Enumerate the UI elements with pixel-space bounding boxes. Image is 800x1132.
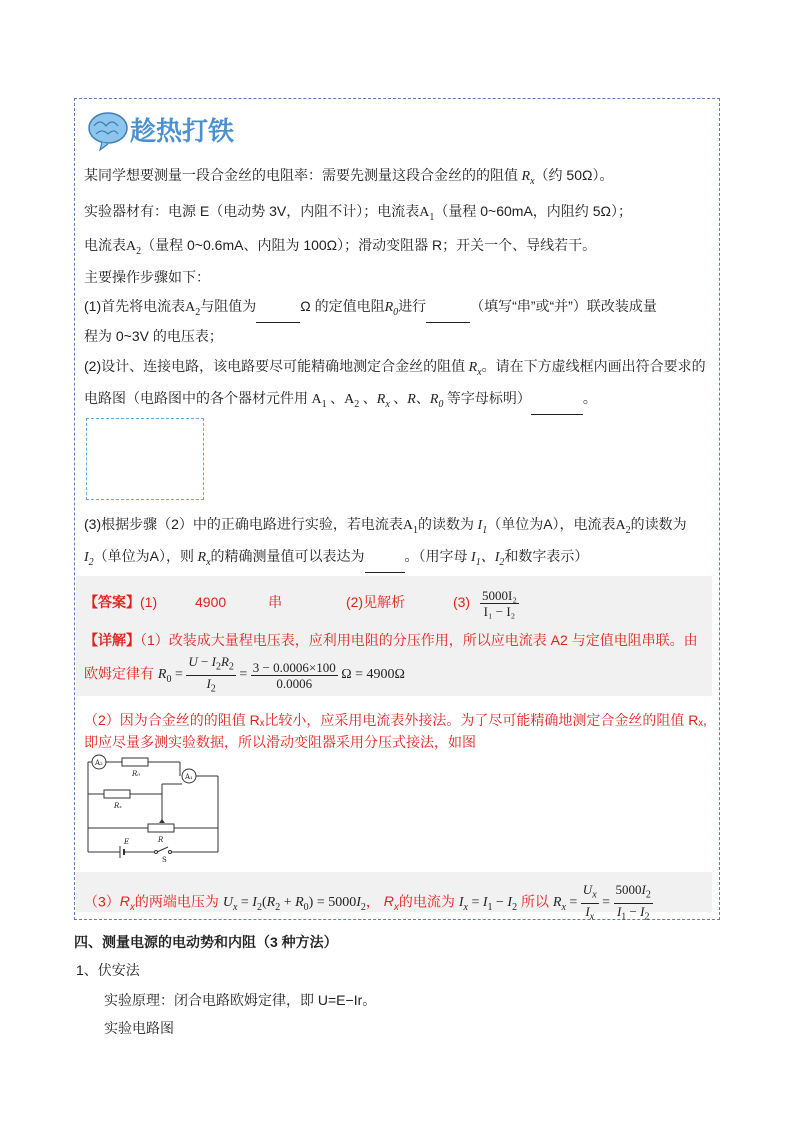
step-2: (2)设计、连接电路，该电路要尽可能精确地测定合金丝的阻值 $R_x$。请在下方虚线框内画出符合要求的 (84, 358, 706, 378)
logo (86, 104, 256, 154)
step-3-cont: $I_2$（单位为A），则 $R_x$的精确测量值可以表达为 。（用字母 $I_1$、$I_2$和数字表示） (84, 546, 588, 573)
materials-line-1: 实验器材有：电源 E（电动势 3V，内阻不计）；电流表$A_1$（量程 0~60mA，内阻约 5Ω）； (84, 203, 632, 223)
explanation-2-cont: 即应尽量多测实验数据，所以滑动变阻器采用分压式接法，如图 (84, 734, 476, 750)
materials-line-2: 电流表$A_2$（量程 0~0.6mA、内阻为 100Ω）；滑动变阻器 R；开关一个、导线若干。 (84, 237, 597, 257)
svg-text:A₂: A₂ (95, 759, 103, 767)
explanation-3: $(3)R_x$的两端电压为 $U_x = I_2(R_2 + R_0) = 5000I_2$， $R_x$的电流为 $I_x = I_1 - I_2$ 所以 $R_x$ = $\frac{U_x}{I_x}$ = $\frac{5000I_2}{I_1 - I_2}$ (84, 882, 651, 923)
logo-text: 趁热打铁 (130, 117, 235, 147)
svg-text:Rₓ: Rₓ (114, 802, 122, 810)
circuit-diagram (82, 752, 232, 862)
svg-text:R: R (158, 836, 164, 844)
svg-text:S: S (162, 856, 167, 862)
section-4-diagram: 实验电路图 (104, 1020, 174, 1036)
section-4-title: 四、测量电源的电动势和内阻（3 种方法） (74, 934, 338, 950)
step-3: (3)根据步骤（2）中的正确电路进行实验，若电流表$A_1$的读数为 $I_1$（单位为A），电流表$A_2$的读数为 (84, 516, 687, 536)
section-4-principle: 实验原理：闭合电路欧姆定律，即 U=E−Ir。 (104, 992, 377, 1008)
section-4-sub1: 1、伏安法 (76, 962, 140, 978)
answer-line: 【答案】(1) 4900 串 (2)见解析 (3) $\frac{\text{5000I₂}}{\text{I₁ − I₂}}$ (84, 588, 517, 619)
steps-title: 主要操作步骤如下： (84, 269, 210, 285)
svg-text:A₁: A₁ (185, 773, 193, 781)
explanation-1: 【详解】（1）改装成大量程电压表，应利用电阻的分压作用，所以应电流表 A2 与定值电阻串联。由 (84, 632, 698, 648)
svg-text:E: E (124, 838, 130, 846)
problem-intro: 某同学想要测量一段合金丝的电阻率：需要先测量这段合金丝的的阻值 $R_x$（约 50Ω）。 (84, 167, 614, 187)
drawing-box[interactable] (86, 418, 204, 500)
explanation-2: （2）因为合金丝的的阻值 Rₓ比较小，应采用电流表外接法。为了尽可能精确地测定合金丝的阻值 Rₓ, (84, 712, 707, 728)
explanation-1-formula: 欧姆定律有 $R_0$ = $\frac{U - I_2R_2}{I_2}$ = $\frac{3 - 0.0006\times 100}{0.0006}$ Ω = 4900Ω (84, 654, 405, 695)
step-1-cont: 程为 0~3V 的电压表； (84, 328, 223, 344)
step-2-cont: 电路图（电路图中的各个器材元件用 $A_1$ 、$A_2$ 、$R_x$ 、R、$R_0$ 等字母标明） 。 (84, 388, 597, 415)
step-1: (1)首先将电流表$A_2$与阻值为 Ω 的定值电阻$R_0$进行 （填写“串”或“并”）联改装成量 (84, 296, 657, 323)
svg-text:R₀: R₀ (132, 770, 141, 778)
